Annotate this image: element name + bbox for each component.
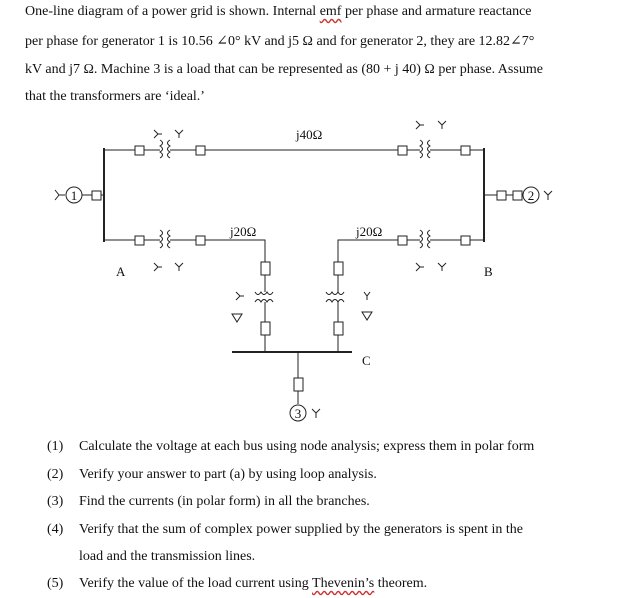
transformer-top-left <box>104 130 205 158</box>
gen1-label: 1 <box>70 188 78 203</box>
transformer-load-right <box>326 292 372 320</box>
question-4-continued <box>47 549 255 565</box>
generator-2 <box>484 187 552 203</box>
generator-1 <box>55 187 101 203</box>
question-1 <box>47 439 534 455</box>
question-4 <box>47 522 523 538</box>
question-text: load and the transmission lines. <box>79 549 256 564</box>
question-number: (2) <box>47 467 64 482</box>
breaker-icon <box>92 191 101 200</box>
wye-symbol-icon <box>55 190 65 200</box>
line-left-label: j20Ω <box>230 224 257 239</box>
question-number: (1) <box>47 439 64 454</box>
question-number: (5) <box>47 576 64 591</box>
line-right <box>338 240 398 262</box>
emf-word: emf <box>319 4 342 19</box>
question-text: Verify the value of the load current using <box>79 576 313 591</box>
wye-symbol-icon <box>364 292 370 300</box>
question-text: Find the currents (in polar form) in all the branches. <box>79 494 370 509</box>
transformer-top-right <box>398 121 484 158</box>
question-number: (4) <box>47 522 64 537</box>
transformer-load-left <box>232 292 273 322</box>
question-text: Calculate the voltage at each bus using node analysis; express them in polar form <box>79 439 535 454</box>
bus-b-label: B <box>484 264 493 279</box>
delta-symbol-icon <box>232 314 242 322</box>
question-text: Verify that the sum of complex power supplied by the generators is spent in the <box>79 522 524 537</box>
wye-symbol-icon <box>416 121 446 129</box>
breaker-icon <box>294 378 303 391</box>
wye-symbol-icon <box>416 263 446 271</box>
load-label: 3 <box>294 406 302 421</box>
wye-symbol-icon <box>154 263 183 271</box>
intro-line-2: per phase for generator 1 is 10.56 ∠0° kV and j5 Ω and for generator 2, they are 12.82∠7° <box>25 34 535 49</box>
bus-a-label: A <box>116 264 126 279</box>
delta-symbol-icon <box>362 312 372 320</box>
intro-line-4: that the transformers are ‘ideal.’ <box>25 89 205 104</box>
question-text: Verify your answer to part (a) by using loop analysis. <box>79 467 377 482</box>
question-5 <box>47 576 427 592</box>
question-tail: theorem. <box>374 576 428 591</box>
line-top-label: j40Ω <box>296 127 323 142</box>
question-3 <box>47 494 370 510</box>
question-2 <box>47 467 377 483</box>
thevenin-word: Thevenin’s <box>312 576 375 591</box>
line-right-label: j20Ω <box>356 224 383 239</box>
transformer-bottom-right <box>398 230 484 271</box>
line-left <box>205 240 265 262</box>
wye-symbol-icon <box>544 191 552 200</box>
intro-text: per phase and armature reactance <box>341 4 532 19</box>
wye-symbol-icon <box>312 409 320 418</box>
intro-text: One-line diagram of a power grid is shown. Internal <box>25 4 320 19</box>
question-number: (3) <box>47 494 64 509</box>
bus-c-label: C <box>362 353 371 368</box>
wye-symbol-icon <box>236 292 244 300</box>
gen2-label: 2 <box>527 188 535 203</box>
wye-symbol-icon <box>154 130 183 138</box>
load-machine-3 <box>290 352 320 421</box>
breaker-icon <box>513 191 522 200</box>
intro-line-3: kV and j7 Ω. Machine 3 is a load that can be represented as (80 + j 40) Ω per phase. Assume <box>25 62 543 77</box>
breaker-icon <box>497 191 506 200</box>
